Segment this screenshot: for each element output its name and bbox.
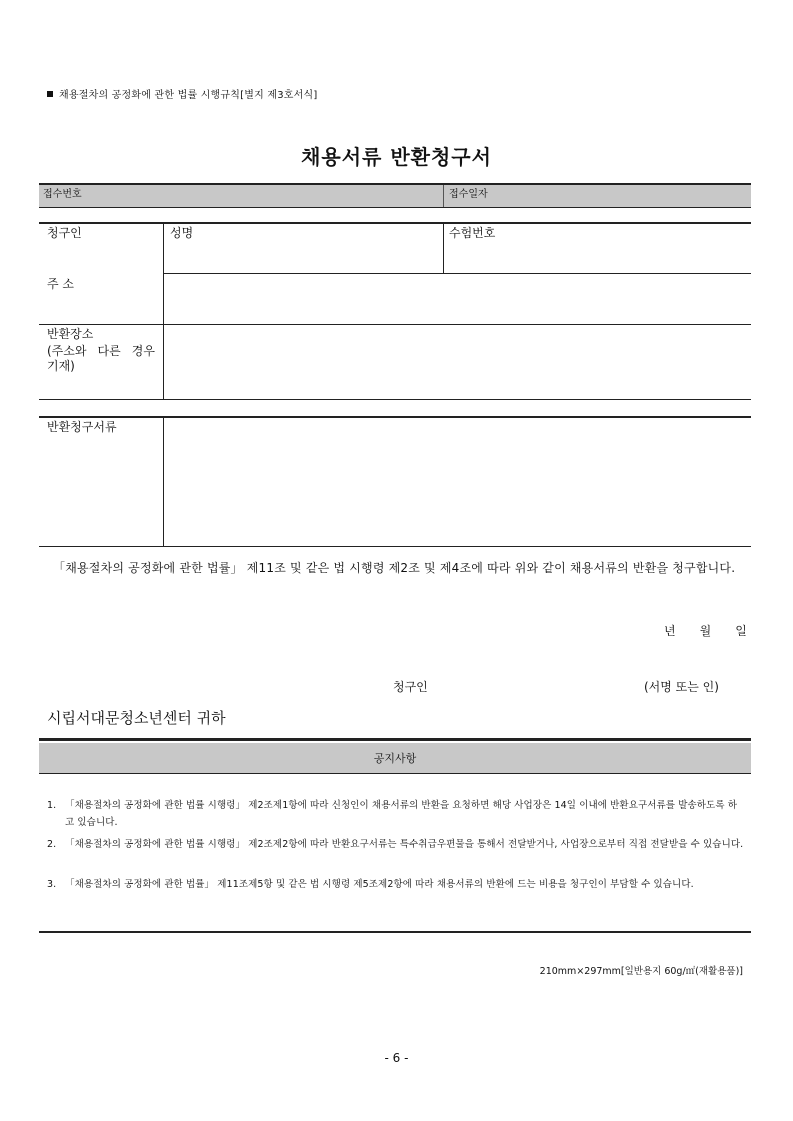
documents-label: 반환청구서류 [47, 420, 117, 434]
divider [39, 546, 751, 547]
date-year: 년 [664, 624, 676, 638]
applicant-label: 청구인 [47, 226, 82, 240]
receipt-number-label: 접수번호 [43, 189, 82, 200]
notice-item-number: 3. [47, 879, 57, 890]
notice-item-text: 「채용절차의 공정화에 관한 법률 시행령」 제2조제2항에 따라 반환요구서류는 특수취급우편물을 통해서 전달받거나, 사업장으로부터 직접 전달받을 수 있습니다. [65, 839, 744, 850]
divider [39, 222, 751, 224]
page-number: - 6 - [384, 1051, 409, 1065]
notice-item [47, 797, 747, 837]
divider [163, 273, 751, 274]
divider [39, 207, 751, 208]
paper-spec: 210mm×297mm[일반용지 60g/㎡(재활용품)] [539, 966, 743, 977]
date-day: 일 [735, 624, 747, 638]
exam-number-field[interactable] [449, 244, 745, 270]
notice-item-number: 1. [47, 800, 57, 811]
divider [39, 324, 751, 325]
date-line [664, 622, 747, 639]
divider [443, 185, 444, 207]
notice-heading: 공지사항 [373, 752, 417, 765]
request-statement: 「채용절차의 공정화에 관한 법률」 제11조 및 같은 법 시행령 제2조 및 제4조에 따라 위와 같이 채용서류의 반환을 청구합니다. [53, 561, 736, 575]
date-month: 월 [699, 624, 712, 638]
divider [39, 399, 751, 400]
notice-item-text: 「채용절차의 공정화에 관한 법률」 제11조제5항 및 같은 법 시행령 제5조제2항에 따라 채용서류의 반환에 드는 비용을 청구인이 부담할 수 있습니다. [65, 879, 694, 890]
divider [39, 183, 751, 185]
square-bullet-icon [47, 91, 53, 97]
notice-item [47, 836, 747, 876]
signature-note: (서명 또는 인) [644, 680, 719, 694]
divider [39, 738, 751, 741]
name-field[interactable] [170, 244, 436, 270]
form-reference [47, 86, 317, 101]
page-title: 채용서류 반환청구서 [301, 145, 492, 169]
documents-field[interactable] [170, 422, 745, 542]
notice-item-number: 2. [47, 839, 57, 850]
divider [443, 224, 444, 274]
address-label: 주 소 [47, 277, 74, 291]
receipt-strip [39, 183, 751, 207]
return-place-note: (주소와 다른 경우 기재) [47, 344, 155, 373]
return-place-field[interactable] [170, 329, 745, 395]
exam-number-label: 수험번호 [449, 226, 496, 240]
divider [163, 224, 164, 399]
receipt-date-label: 접수일자 [449, 189, 488, 200]
form-reference-text: 채용절차의 공정화에 관한 법률 시행규칙[별지 제3호서식] [59, 90, 318, 101]
notice-item-text: 「채용절차의 공정화에 관한 법률 시행령」 제2조제1항에 따라 신청인이 채용서류의 반환을 요청하면 해당 사업장은 14일 이내에 반환요구서류를 발송하도록 하고 있습니다. [65, 800, 737, 828]
divider [39, 416, 751, 418]
recipient: 시립서대문청소년센터 귀하 [47, 709, 226, 727]
signature-label: 청구인 [393, 680, 428, 694]
address-field[interactable] [170, 278, 745, 320]
divider [39, 931, 751, 933]
name-label: 성명 [170, 226, 194, 240]
divider [163, 418, 164, 547]
notice-item [47, 876, 747, 916]
return-place-label: 반환장소 [47, 327, 94, 341]
divider [39, 773, 751, 774]
